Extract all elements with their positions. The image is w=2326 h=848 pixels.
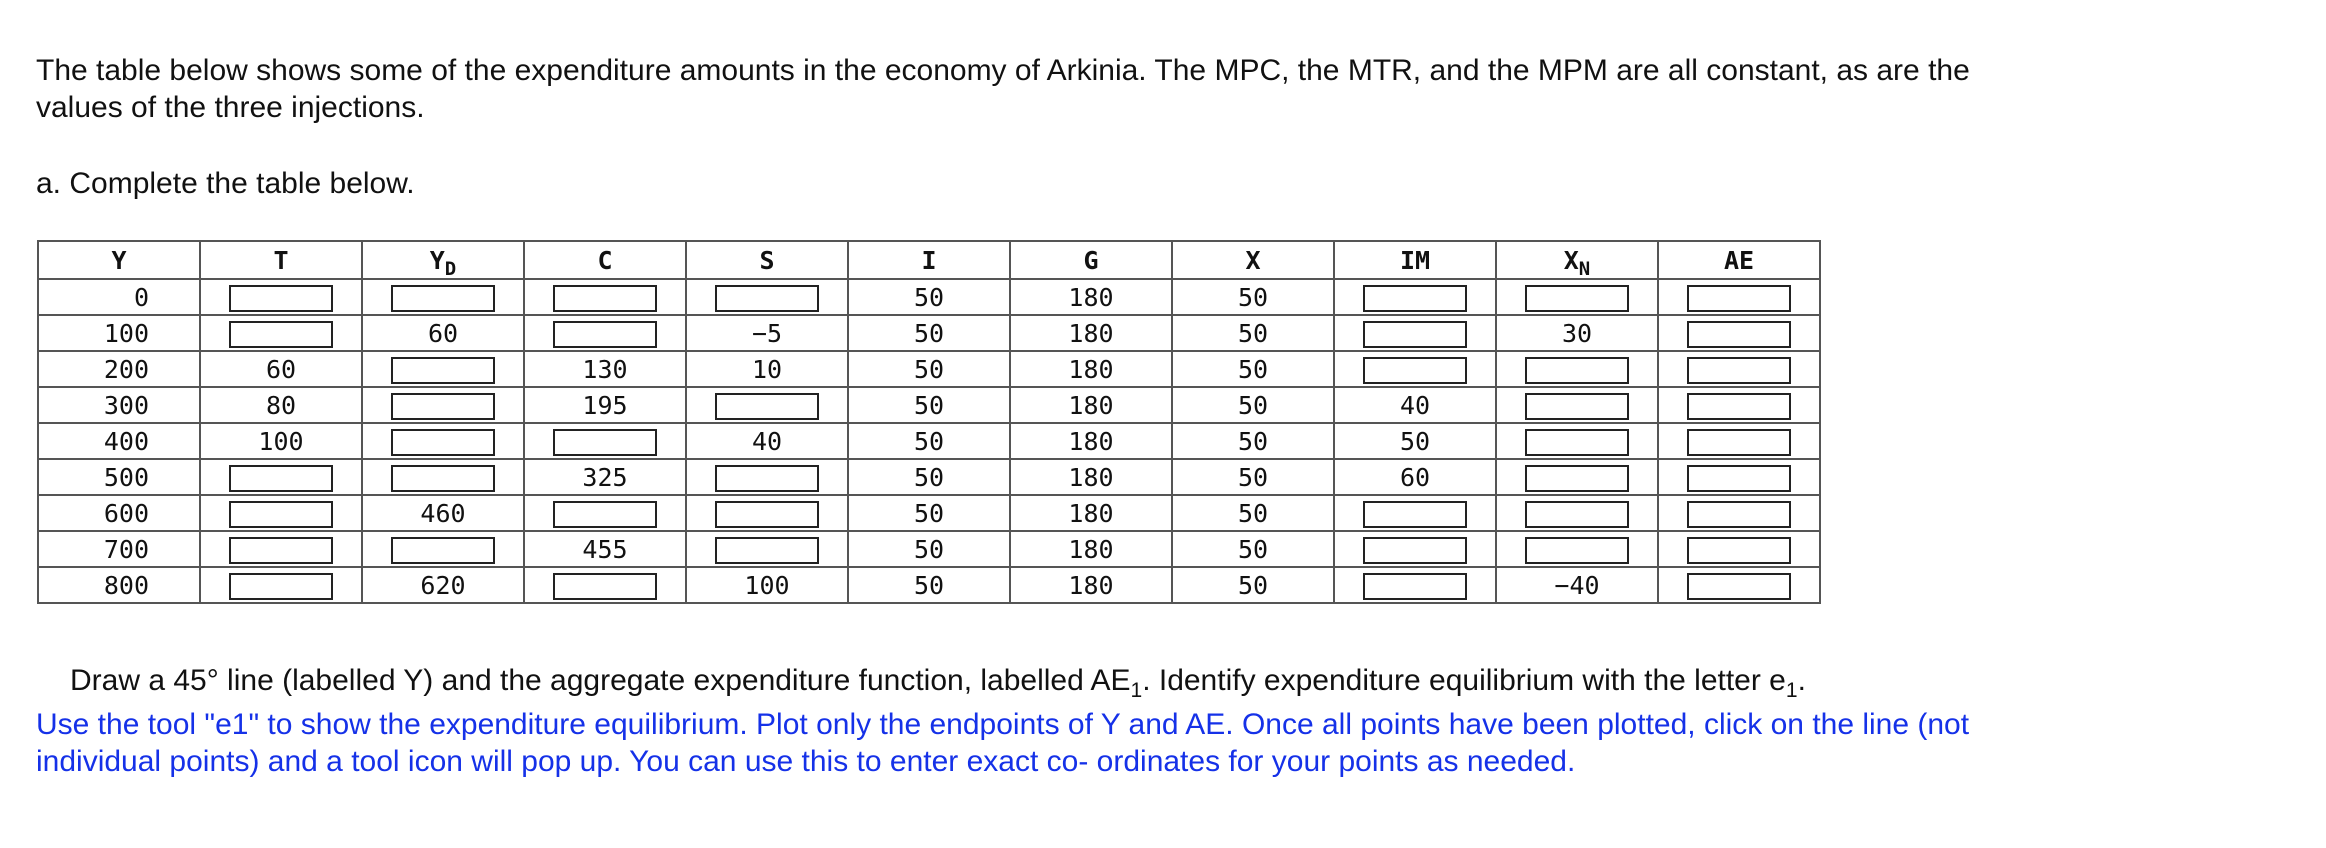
table-cell: 50 [848, 495, 1010, 531]
instruction-text-3: . [1797, 664, 1806, 697]
answer-input-box[interactable] [1525, 357, 1629, 384]
answer-cell [362, 387, 524, 423]
answer-input-box[interactable] [1363, 573, 1467, 600]
table-cell: −40 [1496, 567, 1658, 603]
intro-paragraph: The table below shows some of the expenditure amounts in the economy of Arkinia. The MPC, the MTR, and the MPM are all constant, as are the values of the three injections. [36, 54, 1970, 124]
answer-input-box[interactable] [715, 393, 819, 420]
table-cell: −5 [686, 315, 848, 351]
table-cell: 455 [524, 531, 686, 567]
answer-input-box[interactable] [1687, 285, 1791, 312]
answer-cell [1334, 531, 1496, 567]
answer-cell [1496, 387, 1658, 423]
answer-input-box[interactable] [1687, 501, 1791, 528]
table-cell: 40 [1334, 387, 1496, 423]
table-body [38, 279, 1820, 603]
column-header [1010, 241, 1172, 279]
answer-cell [1658, 459, 1820, 495]
answer-input-box[interactable] [229, 537, 333, 564]
column-header [1334, 241, 1496, 279]
answer-input-box[interactable] [1363, 285, 1467, 312]
answer-cell [686, 531, 848, 567]
table-row [38, 423, 1820, 459]
table-cell: 180 [1010, 351, 1172, 387]
answer-input-box[interactable] [1363, 501, 1467, 528]
column-header-label: Y [429, 245, 445, 275]
column-header-subscript: D [444, 257, 457, 280]
answer-cell [1496, 351, 1658, 387]
answer-input-box[interactable] [391, 285, 495, 312]
table-cell: 40 [686, 423, 848, 459]
table-cell: 50 [1172, 315, 1334, 351]
table-cell: 600 [38, 495, 200, 531]
table-cell: 50 [1172, 423, 1334, 459]
answer-cell [1334, 351, 1496, 387]
answer-cell [524, 423, 686, 459]
table-cell: 60 [200, 351, 362, 387]
column-header-label: AE [1723, 245, 1755, 275]
instruction-text-1: Draw a 45° line (labelled Y) and the aggregate expenditure function, labelled AE [70, 664, 1131, 697]
answer-input-box[interactable] [553, 285, 657, 312]
answer-cell [524, 567, 686, 603]
column-header-label: T [273, 245, 289, 275]
answer-input-box[interactable] [553, 573, 657, 600]
column-header-label: X [1245, 245, 1261, 275]
answer-input-box[interactable] [1687, 357, 1791, 384]
table-cell: 300 [38, 387, 200, 423]
answer-cell [1658, 315, 1820, 351]
answer-input-box[interactable] [1687, 393, 1791, 420]
answer-input-box[interactable] [1525, 537, 1629, 564]
table-cell: 130 [524, 351, 686, 387]
table-cell: 50 [848, 459, 1010, 495]
column-header [524, 241, 686, 279]
column-header [1172, 241, 1334, 279]
answer-cell [1334, 315, 1496, 351]
table-cell: 180 [1010, 315, 1172, 351]
answer-input-box[interactable] [391, 537, 495, 564]
answer-input-box[interactable] [1525, 393, 1629, 420]
draw-instruction [70, 662, 1970, 709]
table-cell: 400 [38, 423, 200, 459]
table-cell: 180 [1010, 459, 1172, 495]
column-header [200, 241, 362, 279]
answer-cell [362, 459, 524, 495]
table-cell: 800 [38, 567, 200, 603]
table-cell: 195 [524, 387, 686, 423]
table-row [38, 531, 1820, 567]
table-cell: 50 [848, 279, 1010, 315]
table-cell: 50 [848, 351, 1010, 387]
answer-cell [686, 459, 848, 495]
answer-input-box[interactable] [553, 429, 657, 456]
table-row [38, 279, 1820, 315]
column-header-label: I [921, 245, 937, 275]
table-cell: 50 [848, 567, 1010, 603]
answer-cell [1658, 279, 1820, 315]
table-cell: 700 [38, 531, 200, 567]
column-header-subscript: N [1578, 257, 1591, 280]
table-cell: 500 [38, 459, 200, 495]
answer-cell [200, 279, 362, 315]
answer-input-box[interactable] [229, 573, 333, 600]
answer-input-box[interactable] [1687, 321, 1791, 348]
table-cell: 180 [1010, 387, 1172, 423]
answer-cell [1496, 279, 1658, 315]
answer-input-box[interactable] [553, 321, 657, 348]
answer-cell [1496, 531, 1658, 567]
column-header-label: X [1563, 245, 1579, 275]
table-cell: 0 [38, 279, 200, 315]
table-cell: 180 [1010, 567, 1172, 603]
table-cell: 50 [1172, 387, 1334, 423]
table-cell: 100 [686, 567, 848, 603]
tool-instructions: Use the tool "e1" to show the expenditure equilibrium. Plot only the endpoints of Y and AE. Once all points have been plotted, click on the line (not individual points) and a tool icon will pop up. You can use this to enter exact co- ordinates for your points as needed. [36, 708, 1970, 778]
column-header [38, 241, 200, 279]
answer-input-box[interactable] [1525, 465, 1629, 492]
table-row [38, 495, 1820, 531]
answer-input-box[interactable] [1363, 357, 1467, 384]
answer-cell [524, 495, 686, 531]
column-header [1658, 241, 1820, 279]
table-cell: 50 [848, 423, 1010, 459]
table-cell: 60 [1334, 459, 1496, 495]
answer-cell [524, 279, 686, 315]
answer-cell [362, 531, 524, 567]
answer-input-box[interactable] [229, 465, 333, 492]
table-header-row [38, 241, 1820, 279]
table-row [38, 351, 1820, 387]
answer-input-box[interactable] [1363, 321, 1467, 348]
answer-input-box[interactable] [715, 285, 819, 312]
answer-cell [686, 387, 848, 423]
table-cell: 100 [38, 315, 200, 351]
table-cell: 100 [200, 423, 362, 459]
table-row [38, 387, 1820, 423]
answer-cell [1334, 567, 1496, 603]
column-header [848, 241, 1010, 279]
answer-input-box[interactable] [391, 465, 495, 492]
table-cell: 50 [848, 315, 1010, 351]
table-cell: 30 [1496, 315, 1658, 351]
table-cell: 200 [38, 351, 200, 387]
answer-input-box[interactable] [229, 501, 333, 528]
answer-input-box[interactable] [391, 429, 495, 456]
table-cell: 180 [1010, 531, 1172, 567]
table-cell: 460 [362, 495, 524, 531]
answer-cell [1658, 531, 1820, 567]
table-cell: 60 [362, 315, 524, 351]
answer-cell [362, 351, 524, 387]
table-cell: 50 [1334, 423, 1496, 459]
table-row [38, 567, 1820, 603]
answer-cell [1658, 567, 1820, 603]
answer-input-box[interactable] [1687, 537, 1791, 564]
table-cell: 180 [1010, 495, 1172, 531]
table-cell: 50 [1172, 567, 1334, 603]
answer-cell [200, 315, 362, 351]
part-a-prompt: a. Complete the table below. [36, 167, 415, 200]
answer-input-box[interactable] [715, 501, 819, 528]
table-cell: 50 [1172, 279, 1334, 315]
answer-cell [362, 279, 524, 315]
answer-cell [1496, 495, 1658, 531]
table-cell: 50 [1172, 459, 1334, 495]
table-cell: 10 [686, 351, 848, 387]
answer-input-box[interactable] [1525, 429, 1629, 456]
table-row [38, 459, 1820, 495]
answer-cell [362, 423, 524, 459]
answer-cell [200, 531, 362, 567]
table-row [38, 315, 1820, 351]
answer-input-box[interactable] [553, 501, 657, 528]
table-cell: 50 [1172, 351, 1334, 387]
answer-cell [1658, 387, 1820, 423]
answer-input-box[interactable] [1687, 429, 1791, 456]
answer-input-box[interactable] [391, 393, 495, 420]
answer-input-box[interactable] [715, 465, 819, 492]
table-cell: 50 [1172, 495, 1334, 531]
answer-cell [686, 279, 848, 315]
table-cell: 620 [362, 567, 524, 603]
instruction-text-2: . Identify expenditure equilibrium with the letter e [1142, 664, 1786, 697]
column-header-label: G [1083, 245, 1099, 275]
column-header-label: C [597, 245, 613, 275]
answer-cell [1658, 495, 1820, 531]
answer-cell [1496, 423, 1658, 459]
answer-cell [200, 567, 362, 603]
answer-cell [1658, 351, 1820, 387]
answer-input-box[interactable] [1363, 537, 1467, 564]
table-cell: 325 [524, 459, 686, 495]
column-header-label: Y [111, 245, 127, 275]
answer-input-box[interactable] [391, 357, 495, 384]
answer-cell [200, 459, 362, 495]
table-cell: 50 [1172, 531, 1334, 567]
column-header-label: S [759, 245, 775, 275]
column-header [362, 241, 524, 279]
table-cell: 50 [848, 387, 1010, 423]
answer-input-box[interactable] [1525, 501, 1629, 528]
instruction-sub-2: 1 [1785, 679, 1798, 702]
answer-cell [686, 495, 848, 531]
answer-input-box[interactable] [1525, 285, 1629, 312]
answer-cell [1658, 423, 1820, 459]
column-header [686, 241, 848, 279]
answer-cell [524, 315, 686, 351]
column-header-label: IM [1399, 245, 1431, 275]
column-header [1496, 241, 1658, 279]
table-cell: 80 [200, 387, 362, 423]
answer-input-box[interactable] [1687, 465, 1791, 492]
instruction-sub-1: 1 [1130, 679, 1143, 702]
table-cell: 50 [848, 531, 1010, 567]
answer-cell [1334, 495, 1496, 531]
answer-cell [200, 495, 362, 531]
expenditure-table [37, 240, 1821, 604]
answer-cell [1334, 279, 1496, 315]
table-cell: 180 [1010, 279, 1172, 315]
answer-input-box[interactable] [229, 321, 333, 348]
answer-cell [1496, 459, 1658, 495]
answer-input-box[interactable] [1687, 573, 1791, 600]
answer-input-box[interactable] [715, 537, 819, 564]
table-cell: 180 [1010, 423, 1172, 459]
answer-input-box[interactable] [229, 285, 333, 312]
